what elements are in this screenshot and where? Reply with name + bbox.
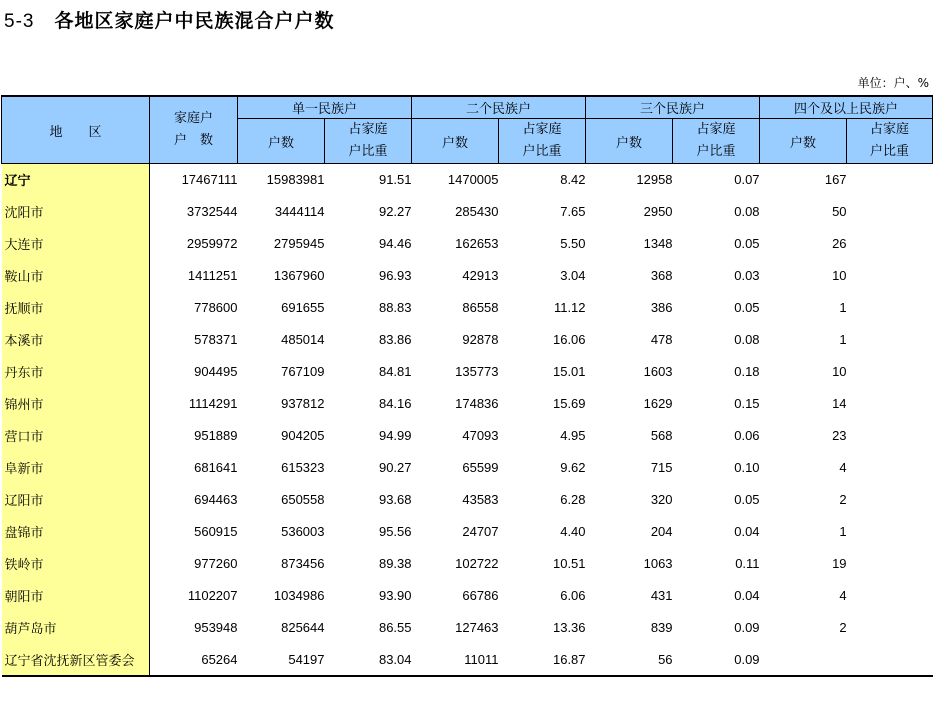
- cell-g4-share: [847, 292, 933, 324]
- unit-label: 单位：户、%: [857, 76, 929, 90]
- cell-g2-count: 66786: [462, 588, 499, 603]
- cell-g3-share: 0.04: [734, 524, 760, 539]
- cell-g2-count: 102722: [455, 556, 499, 571]
- cell-g3-count: 2950: [643, 204, 673, 219]
- cell-g3-share: 0.18: [734, 364, 760, 379]
- cell-g1-count: 937812: [281, 396, 325, 411]
- cell-g3-share: 0.08: [734, 204, 760, 219]
- cell-g4-share: [847, 516, 933, 548]
- table-row: [2, 196, 933, 228]
- cell-g1-count: 1034986: [273, 588, 325, 603]
- table-title-text: 各地区家庭户中民族混合户户数: [54, 10, 335, 32]
- cell-g1-share: 90.27: [378, 460, 412, 475]
- cell-region: 丹东市: [2, 356, 150, 388]
- cell-g3-count: 12958: [586, 164, 673, 196]
- header-share-line1: 占家庭: [870, 122, 910, 137]
- cell-g3-count: 320: [650, 492, 673, 507]
- cell-g3-share: 0.07: [673, 164, 760, 196]
- cell-g2-share: 5.50: [560, 236, 586, 251]
- cell-g3-share: 0.15: [734, 396, 760, 411]
- cell-households: 953948: [194, 620, 238, 635]
- header-share-line1: 占家庭: [522, 122, 562, 137]
- cell-g2-share: 4.95: [560, 428, 586, 443]
- cell-g3-count: 368: [650, 268, 673, 283]
- cell-g1-count: 691655: [281, 300, 325, 315]
- cell-g4-share: [847, 388, 933, 420]
- cell-g4-share: [847, 612, 933, 644]
- table-row: [2, 420, 933, 452]
- cell-g1-count: 2795945: [273, 236, 325, 251]
- cell-g1-share: 83.86: [378, 332, 412, 347]
- cell-g2-count: 127463: [455, 620, 499, 635]
- table-row: [2, 548, 933, 580]
- table-row: [2, 484, 933, 516]
- cell-g4-share: [847, 548, 933, 580]
- cell-g1-count: 54197: [238, 644, 325, 676]
- data-table: [1, 95, 933, 677]
- cell-g4-count: 23: [832, 428, 847, 443]
- cell-g2-count: 135773: [455, 364, 499, 379]
- cell-households: 778600: [194, 300, 238, 315]
- cell-g1-count: 3444114: [274, 204, 325, 219]
- cell-g4-share: [847, 484, 933, 516]
- cell-g1-count: 485014: [281, 332, 325, 347]
- cell-g4-share: [847, 260, 933, 292]
- cell-g4-count: 1: [839, 300, 847, 315]
- cell-g1-share: 89.38: [378, 556, 412, 571]
- cell-g1-share: 95.56: [378, 524, 412, 539]
- header-g2-count: 户数: [412, 119, 499, 164]
- table-row: [2, 260, 933, 292]
- header-g1-count: 户数: [238, 119, 325, 164]
- cell-region: 营口市: [2, 420, 150, 452]
- cell-g2-share: 6.06: [560, 588, 586, 603]
- header-group-single: 单一民族户: [238, 96, 412, 119]
- cell-g2-count: 11011: [412, 644, 499, 676]
- cell-region: 盘锦市: [2, 516, 150, 548]
- header-share-line2: 户比重: [522, 144, 562, 159]
- cell-g2-count: 24707: [462, 524, 499, 539]
- cell-g1-share: 94.46: [378, 236, 412, 251]
- table-body: [2, 164, 933, 676]
- table-row: [2, 356, 933, 388]
- cell-g4-share: [847, 644, 933, 676]
- cell-g2-count: 285430: [455, 204, 499, 219]
- table-header: [2, 96, 933, 164]
- cell-g1-share: 88.83: [378, 300, 412, 315]
- cell-g3-count: 839: [650, 620, 673, 635]
- cell-g1-share: 84.16: [378, 396, 412, 411]
- cell-households: 681641: [194, 460, 238, 475]
- header-g4-count: 户数: [760, 119, 847, 164]
- cell-g1-count: 15983981: [238, 164, 325, 196]
- cell-g3-share: 0.05: [734, 300, 760, 315]
- table-row: [2, 644, 933, 676]
- cell-g4-count: 26: [832, 236, 847, 251]
- cell-households: 17467111: [150, 164, 238, 196]
- cell-g2-share: 11.12: [553, 300, 586, 315]
- table-row: [2, 516, 933, 548]
- cell-region: 朝阳市: [2, 580, 150, 612]
- cell-g3-count: 386: [650, 300, 673, 315]
- cell-g4-share: [847, 228, 933, 260]
- cell-households: 1114291: [188, 396, 238, 411]
- cell-g1-count: 615323: [281, 460, 325, 475]
- cell-households: 977260: [194, 556, 238, 571]
- cell-g1-share: 86.55: [378, 620, 412, 635]
- cell-g2-share: 6.28: [560, 492, 586, 507]
- cell-region: 辽宁省沈抚新区管委会: [2, 644, 150, 676]
- table-row: [2, 228, 933, 260]
- cell-g2-count: 92878: [462, 332, 499, 347]
- cell-g1-share: 83.04: [325, 644, 412, 676]
- table-row: [2, 580, 933, 612]
- cell-g1-share: 84.81: [378, 364, 412, 379]
- cell-g2-count: 174836: [455, 396, 499, 411]
- cell-g3-count: 478: [650, 332, 673, 347]
- cell-region: 抚顺市: [2, 292, 150, 324]
- header-households-line2: 户 数: [173, 133, 213, 148]
- header-share-line2: 户比重: [870, 144, 910, 159]
- cell-g4-count: 4: [839, 588, 847, 603]
- cell-g3-count: 1063: [643, 556, 673, 571]
- cell-g4-count: 10: [832, 268, 847, 283]
- cell-g4-count: 19: [832, 556, 847, 571]
- header-share-line2: 户比重: [696, 144, 736, 159]
- cell-g3-share: 0.09: [673, 644, 760, 676]
- cell-households: 3732544: [186, 204, 238, 219]
- cell-g1-count: 873456: [281, 556, 325, 571]
- table-row: [2, 164, 933, 196]
- cell-region: 葫芦岛市: [2, 612, 150, 644]
- cell-g1-count: 767109: [281, 364, 325, 379]
- cell-g4-count: 1: [839, 524, 847, 539]
- cell-g3-count: 715: [650, 460, 673, 475]
- cell-g3-share: 0.11: [735, 556, 760, 571]
- cell-g2-count: 43583: [462, 492, 499, 507]
- cell-region: 阜新市: [2, 452, 150, 484]
- header-group-four-plus: 四个及以上民族户: [760, 96, 933, 119]
- cell-g2-count: 162653: [455, 236, 499, 251]
- header-g3-share: [673, 119, 760, 164]
- cell-g1-share: 94.99: [378, 428, 412, 443]
- cell-g2-share: 3.04: [560, 268, 586, 283]
- cell-g4-share: [847, 356, 933, 388]
- cell-region: 辽阳市: [2, 484, 150, 516]
- cell-g4-share: [847, 452, 933, 484]
- cell-g3-share: 0.03: [734, 268, 760, 283]
- cell-g2-share: 16.87: [499, 644, 586, 676]
- cell-g2-share: 7.65: [560, 204, 586, 219]
- header-g2-share: [499, 119, 586, 164]
- header-households-line1: 家庭户: [173, 111, 213, 126]
- cell-g4-share: [847, 164, 933, 196]
- cell-g3-share: 0.05: [734, 236, 760, 251]
- cell-g3-count: 568: [650, 428, 673, 443]
- cell-g2-count: 86558: [462, 300, 499, 315]
- cell-g2-share: 4.40: [560, 524, 586, 539]
- cell-g3-count: 1629: [643, 396, 673, 411]
- cell-g4-count: 4: [839, 460, 847, 475]
- header-g1-share: [325, 119, 412, 164]
- header-g3-count: 户数: [586, 119, 673, 164]
- header-share-line1: 占家庭: [348, 122, 388, 137]
- cell-g2-share: 9.62: [560, 460, 586, 475]
- cell-g3-count: 1348: [643, 236, 673, 251]
- cell-g1-count: 650558: [281, 492, 325, 507]
- cell-g3-count: 56: [586, 644, 673, 676]
- cell-g2-count: 1470005: [412, 164, 499, 196]
- cell-g3-share: 0.10: [734, 460, 760, 475]
- cell-households: 1411251: [187, 268, 238, 283]
- cell-households: 560915: [194, 524, 238, 539]
- cell-g2-share: 15.69: [552, 396, 586, 411]
- header-share-line2: 户比重: [348, 144, 388, 159]
- cell-region: 大连市: [2, 228, 150, 260]
- cell-g3-share: 0.08: [734, 332, 760, 347]
- cell-g2-share: 15.01: [552, 364, 586, 379]
- cell-g2-count: 65599: [462, 460, 499, 475]
- cell-g4-count: 14: [832, 396, 847, 411]
- table-row: [2, 292, 933, 324]
- cell-households: 578371: [194, 332, 238, 347]
- cell-g4-count: 2: [839, 492, 847, 507]
- cell-g3-share: 0.09: [734, 620, 760, 635]
- cell-households: 1102207: [187, 588, 238, 603]
- cell-households: 694463: [194, 492, 238, 507]
- cell-g1-share: 91.51: [325, 164, 412, 196]
- cell-region: 锦州市: [2, 388, 150, 420]
- cell-g4-share: [847, 196, 933, 228]
- cell-g1-share: 93.90: [378, 588, 412, 603]
- cell-g4-count: 167: [760, 164, 847, 196]
- cell-region: 铁岭市: [2, 548, 150, 580]
- cell-g2-share: 8.42: [499, 164, 586, 196]
- cell-households: 65264: [150, 644, 238, 676]
- cell-g1-share: 92.27: [378, 204, 412, 219]
- cell-g1-count: 825644: [281, 620, 325, 635]
- cell-g1-share: 96.93: [378, 268, 412, 283]
- cell-g4-count: 2: [839, 620, 847, 635]
- cell-g2-share: 16.06: [552, 332, 586, 347]
- header-group-three: 三个民族户: [586, 96, 760, 119]
- cell-g2-count: 42913: [462, 268, 499, 283]
- cell-g4-count: 1: [839, 332, 847, 347]
- cell-region: 本溪市: [2, 324, 150, 356]
- cell-g1-share: 93.68: [378, 492, 412, 507]
- cell-g1-count: 536003: [281, 524, 325, 539]
- cell-g3-share: 0.06: [734, 428, 760, 443]
- cell-households: 904495: [194, 364, 238, 379]
- cell-g1-count: 904205: [281, 428, 325, 443]
- cell-g3-count: 1603: [643, 364, 673, 379]
- cell-g3-count: 204: [650, 524, 673, 539]
- cell-region: 沈阳市: [2, 196, 150, 228]
- cell-g3-share: 0.05: [734, 492, 760, 507]
- table-row: [2, 388, 933, 420]
- table-row: [2, 612, 933, 644]
- cell-region: 鞍山市: [2, 260, 150, 292]
- header-group-two: 二个民族户: [412, 96, 586, 119]
- cell-g4-share: [847, 420, 933, 452]
- cell-g2-count: 47093: [462, 428, 499, 443]
- cell-g1-count: 1367960: [273, 268, 325, 283]
- cell-g4-count: 10: [832, 364, 847, 379]
- cell-region: 辽宁: [2, 164, 150, 196]
- table-number: 5-3: [4, 11, 35, 32]
- cell-g4-share: [847, 580, 933, 612]
- cell-g4-share: [847, 324, 933, 356]
- cell-g2-share: 10.51: [552, 556, 586, 571]
- table-row: [2, 452, 933, 484]
- cell-households: 2959972: [186, 236, 238, 251]
- header-g4-share: [847, 119, 933, 164]
- cell-g4-count: 50: [832, 204, 847, 219]
- table-row: [2, 324, 933, 356]
- cell-households: 951889: [194, 428, 238, 443]
- cell-g2-share: 13.36: [552, 620, 586, 635]
- header-households: [150, 96, 238, 164]
- header-share-line1: 占家庭: [696, 122, 736, 137]
- cell-g3-count: 431: [650, 588, 673, 603]
- cell-g4-count: [760, 644, 847, 676]
- page-title: [4, 6, 334, 33]
- cell-g3-share: 0.04: [734, 588, 760, 603]
- header-region: 地 区: [2, 96, 150, 164]
